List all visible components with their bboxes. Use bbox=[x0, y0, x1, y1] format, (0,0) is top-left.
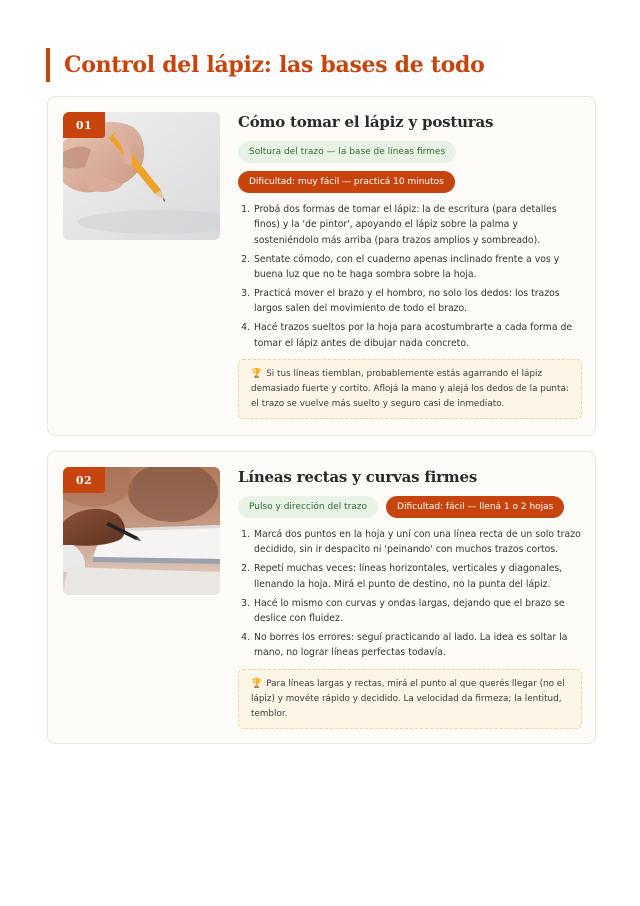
difficulty-tag: Dificultad: fácil — llená 1 o 2 hojas bbox=[386, 496, 564, 518]
tip-text: Para líneas largas y rectas, mirá el punto al que querés llegar (no el lápiz) y movéte rápido y decidido. La velocidad da firmeza; la lentitud, temblor. bbox=[251, 678, 565, 719]
step-item: 3. Practicá mover el brazo y el hombro, no solo los dedos: los trazos largos salen del movimiento de todo el brazo. bbox=[253, 286, 582, 317]
step-item: 2. Repetí muchas veces: líneas horizontales, verticales y diagonales, llenando la hoja. Mirá el punto de destino, no la punta del lápiz. bbox=[253, 561, 582, 592]
page-title-block bbox=[46, 48, 485, 82]
skill-tag: Soltura del trazo — la base de líneas firmes bbox=[238, 141, 456, 163]
lesson-card bbox=[47, 451, 596, 744]
tip-text: Si tus líneas tiemblan, probablemente estás agarrando el lápiz demasiado fuerte y cortito. Aflojá la mano y alejá los dedos de la punta: el trazo se vuelve más suelto y seguro casi de inmediato. bbox=[251, 369, 569, 410]
trophy-icon: 🏆 bbox=[251, 678, 263, 689]
lesson-tags bbox=[238, 496, 582, 518]
step-item: 1. Probá dos formas de tomar el lápiz: la de escritura (para detalles finos) y la 'de pintor', apoyando el lápiz sobre la palma y sosteniéndolo más arriba (para trazos amplios y sombreado). bbox=[253, 202, 582, 248]
tip-box bbox=[238, 669, 582, 729]
step-item: 1. Marcá dos puntos en la hoja y uní con una línea recta de un solo trazo decidido, sin ir despacito ni 'peinando' con muchos trazos cortos. bbox=[253, 527, 582, 558]
lesson-number-badge: 02 bbox=[63, 467, 105, 493]
lesson-card bbox=[47, 96, 596, 436]
lesson-number-badge: 01 bbox=[63, 112, 105, 138]
lesson-title: Líneas rectas y curvas firmes bbox=[238, 468, 478, 486]
trophy-icon: 🏆 bbox=[251, 369, 263, 380]
lesson-tags bbox=[238, 141, 582, 193]
tip-box bbox=[238, 359, 582, 419]
step-item: 4. No borres los errores: seguí practicando al lado. La idea es soltar la mano, no lograr líneas perfectas todavía. bbox=[253, 630, 582, 661]
lesson-content bbox=[238, 468, 582, 729]
step-item: 2. Sentate cómodo, con el cuaderno apenas inclinado frente a vos y buena luz que no te haga sombra sobre la hoja. bbox=[253, 252, 582, 283]
lesson-image bbox=[63, 112, 220, 240]
skill-tag: Pulso y dirección del trazo bbox=[238, 496, 378, 518]
step-item: 3. Hacé lo mismo con curvas y ondas largas, dejando que el brazo se deslice con fluidez. bbox=[253, 596, 582, 627]
steps-list bbox=[253, 527, 582, 661]
step-item: 4. Hacé trazos sueltos por la hoja para acostumbrarte a cada forma de tomar el lápiz antes de dibujar nada concreto. bbox=[253, 320, 582, 351]
difficulty-tag: Dificultad: muy fácil — practicá 10 minutos bbox=[238, 171, 455, 193]
steps-list bbox=[253, 202, 582, 351]
lesson-title: Cómo tomar el lápiz y posturas bbox=[238, 113, 494, 131]
lesson-content bbox=[238, 113, 582, 419]
page-title: Control del lápiz: las bases de todo bbox=[64, 52, 485, 78]
lesson-image bbox=[63, 467, 220, 595]
